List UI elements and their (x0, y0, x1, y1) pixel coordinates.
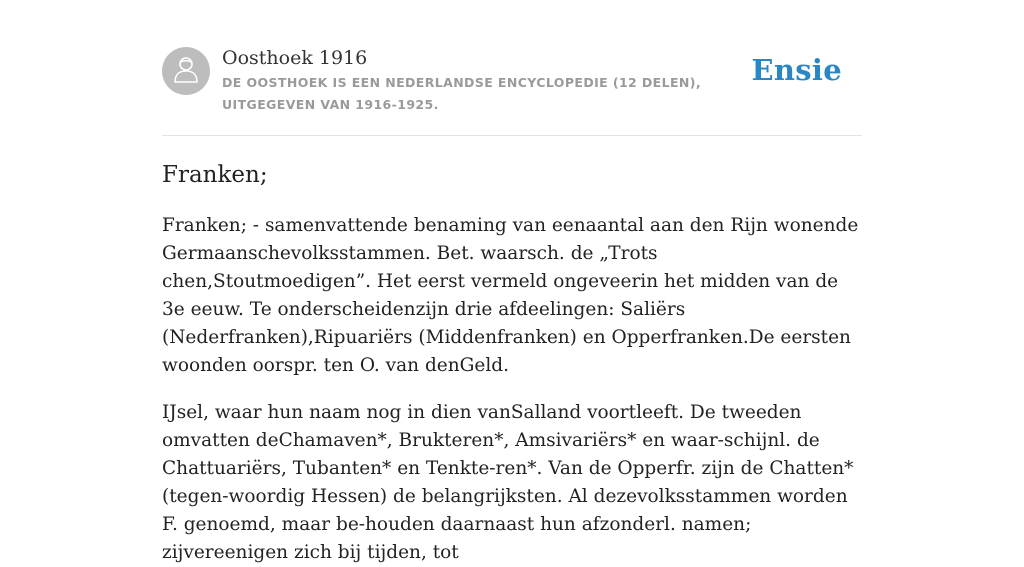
avatar[interactable] (162, 47, 210, 95)
article (162, 158, 862, 567)
source-title[interactable]: Oosthoek 1916 (222, 47, 368, 69)
ensie-logo[interactable]: Ensie (751, 53, 842, 87)
source-header (162, 46, 862, 136)
header-divider (162, 135, 862, 136)
user-icon (173, 55, 199, 88)
article-paragraph: IJsel, waar hun naam nog in dien vanSalland voortleeft. De tweeden omvatten deChamaven*, Brukteren*, Amsivariërs* en waar-schijnl. de Chattuariërs, Tubanten* en Tenkte-ren*. Van de Opperfr. zijn de Chatten* (tegen-woordig Hessen) de belangrijksten. Al dezevolksstammen worden F. genoemd, maar be-houden daarnaast hun afzonderl. namen; zijvereenigen zich bij tijden, tot (162, 402, 854, 563)
article-title: Franken; (162, 162, 268, 188)
article-paragraph: Franken; - samenvattende benaming van eenaantal aan den Rijn wonende Germaanschevolksstammen. Bet. waarsch. de „Trots chen,Stoutmoedigen”. Het eerst vermeld ongeveerin het midden van de 3e eeuw. Te onderscheidenzijn drie afdeelingen: Saliërs (Nederfranken),Ripuariërs (Middenfranken) en Opperfranken.De eersten woonden oorspr. ten O. van denGeld. (162, 215, 859, 376)
source-description: DE OOSTHOEK IS EEN NEDERLANDSE ENCYCLOPEDIE (12 DELEN), UITGEGEVEN VAN 1916-1925. (222, 75, 702, 112)
